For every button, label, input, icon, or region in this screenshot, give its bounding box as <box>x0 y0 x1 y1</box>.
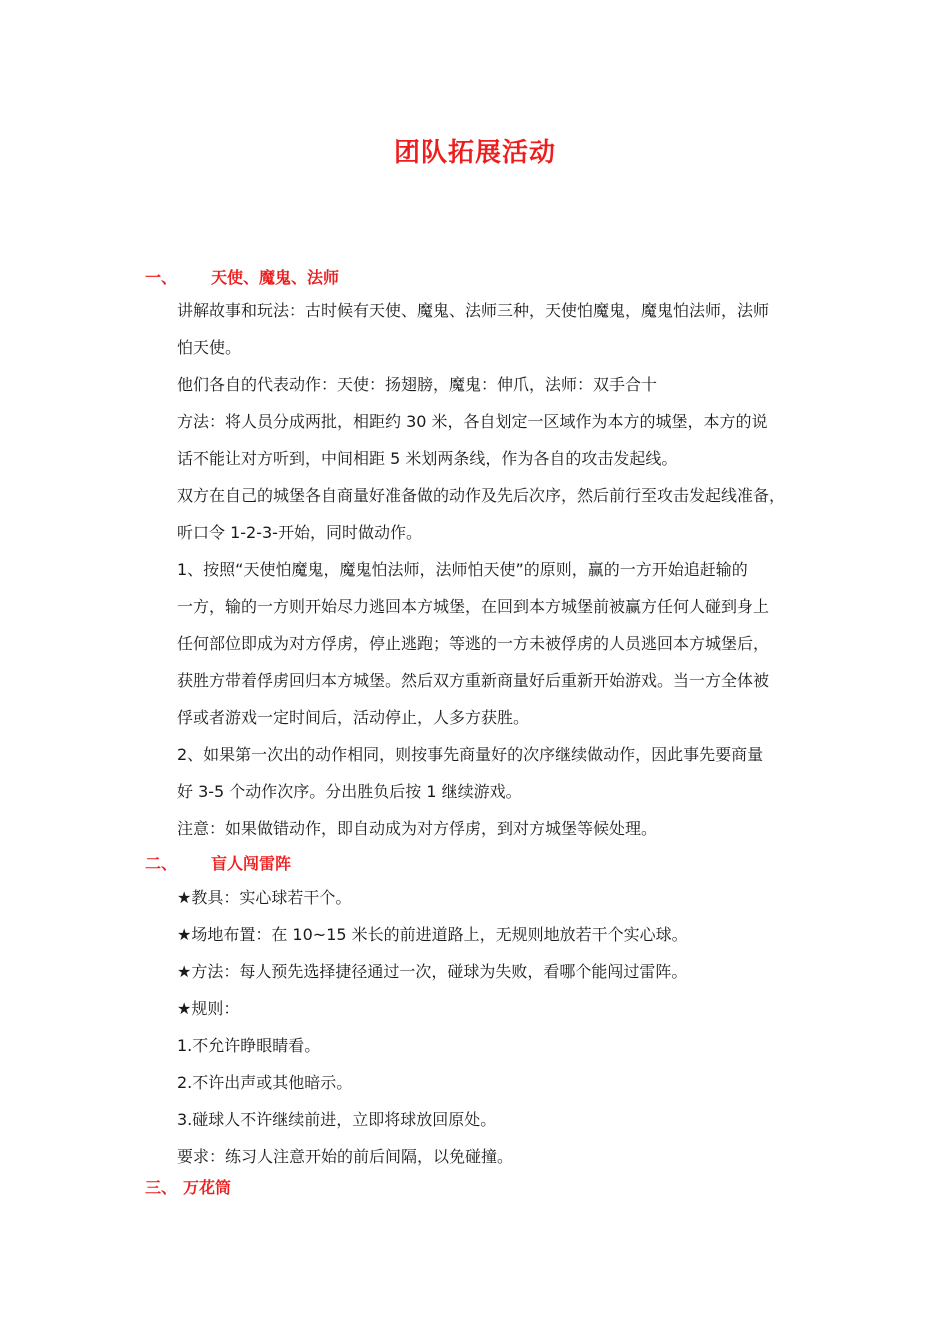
text-line: 要求：练习人注意开始的前后间隔，以免碰撞。 <box>177 1147 514 1166</box>
text-line: 方法：将人员分成两批，相距约 30 米，各自划定一区域作为本方的城堡，本方的说 <box>177 412 768 431</box>
section-number: 三、 <box>145 1178 178 1197</box>
text-line: ★规则： <box>177 999 240 1018</box>
text-line: 2、如果第一次出的动作相同，则按事先商量好的次序继续做动作，因此事先要商量 <box>177 745 764 764</box>
section-number: 一、 <box>145 268 178 287</box>
text-line: 一方，输的一方则开始尽力逃回本方城堡，在回到本方城堡前被赢方任何人碰到身上 <box>177 597 770 616</box>
text-line: 注意：如果做错动作，即自动成为对方俘虏，到对方城堡等候处理。 <box>177 819 658 838</box>
text-line: 他们各自的代表动作：天使：扬翅膀，魔鬼：伸爪，法师：双手合十 <box>177 375 658 394</box>
text-line: 听口令 1-2-3-开始，同时做动作。 <box>177 523 422 542</box>
section-body-2 <box>177 879 688 1175</box>
text-line: ★方法：每人预先选择捷径通过一次，碰球为失败，看哪个能闯过雷阵。 <box>177 962 688 981</box>
text-line: 1、按照“天使怕魔鬼，魔鬼怕法师，法师怕天使”的原则，赢的一方开始追赶输的 <box>177 560 748 579</box>
text-line: ★教具：实心球若干个。 <box>177 888 352 907</box>
text-line: ★场地布置：在 10~15 米长的前进道路上，无规则地放若干个实心球。 <box>177 925 688 944</box>
page-title: 团队拓展活动 <box>393 138 556 168</box>
section-body-1 <box>177 292 785 847</box>
section-heading-3 <box>145 1175 445 1197</box>
text-line: 获胜方带着俘虏回归本方城堡。然后双方重新商量好后重新开始游戏。当一方全体被 <box>177 671 770 690</box>
section-title: 盲人闯雷阵 <box>211 854 292 873</box>
text-line: 3.碰球人不许继续前进，立即将球放回原处。 <box>177 1110 497 1129</box>
section-heading-2 <box>145 851 445 873</box>
text-line: 1.不允许睁眼睛看。 <box>177 1036 321 1055</box>
section-number: 二、 <box>145 854 178 873</box>
text-line: 怕天使。 <box>177 338 242 357</box>
section-title: 天使、魔鬼、法师 <box>211 268 340 287</box>
text-line: 俘或者游戏一定时间后，活动停止，人多方获胜。 <box>177 708 530 727</box>
text-line: 好 3-5 个动作次序。分出胜负后按 1 继续游戏。 <box>177 782 522 801</box>
section-heading-1 <box>145 265 445 287</box>
text-line: 2.不许出声或其他暗示。 <box>177 1073 353 1092</box>
section-title: 万花筒 <box>183 1178 232 1197</box>
text-line: 话不能让对方听到，中间相距 5 米划两条线，作为各自的攻击发起线。 <box>177 449 678 468</box>
text-line: 讲解故事和玩法：古时候有天使、魔鬼、法师三种，天使怕魔鬼，魔鬼怕法师，法师 <box>177 301 770 320</box>
text-line: 双方在自己的城堡各自商量好准备做的动作及先后次序，然后前行至攻击发起线准备， <box>177 486 786 505</box>
text-line: 任何部位即成为对方俘虏，停止逃跑；等逃的一方未被俘虏的人员逃回本方城堡后， <box>177 634 770 653</box>
